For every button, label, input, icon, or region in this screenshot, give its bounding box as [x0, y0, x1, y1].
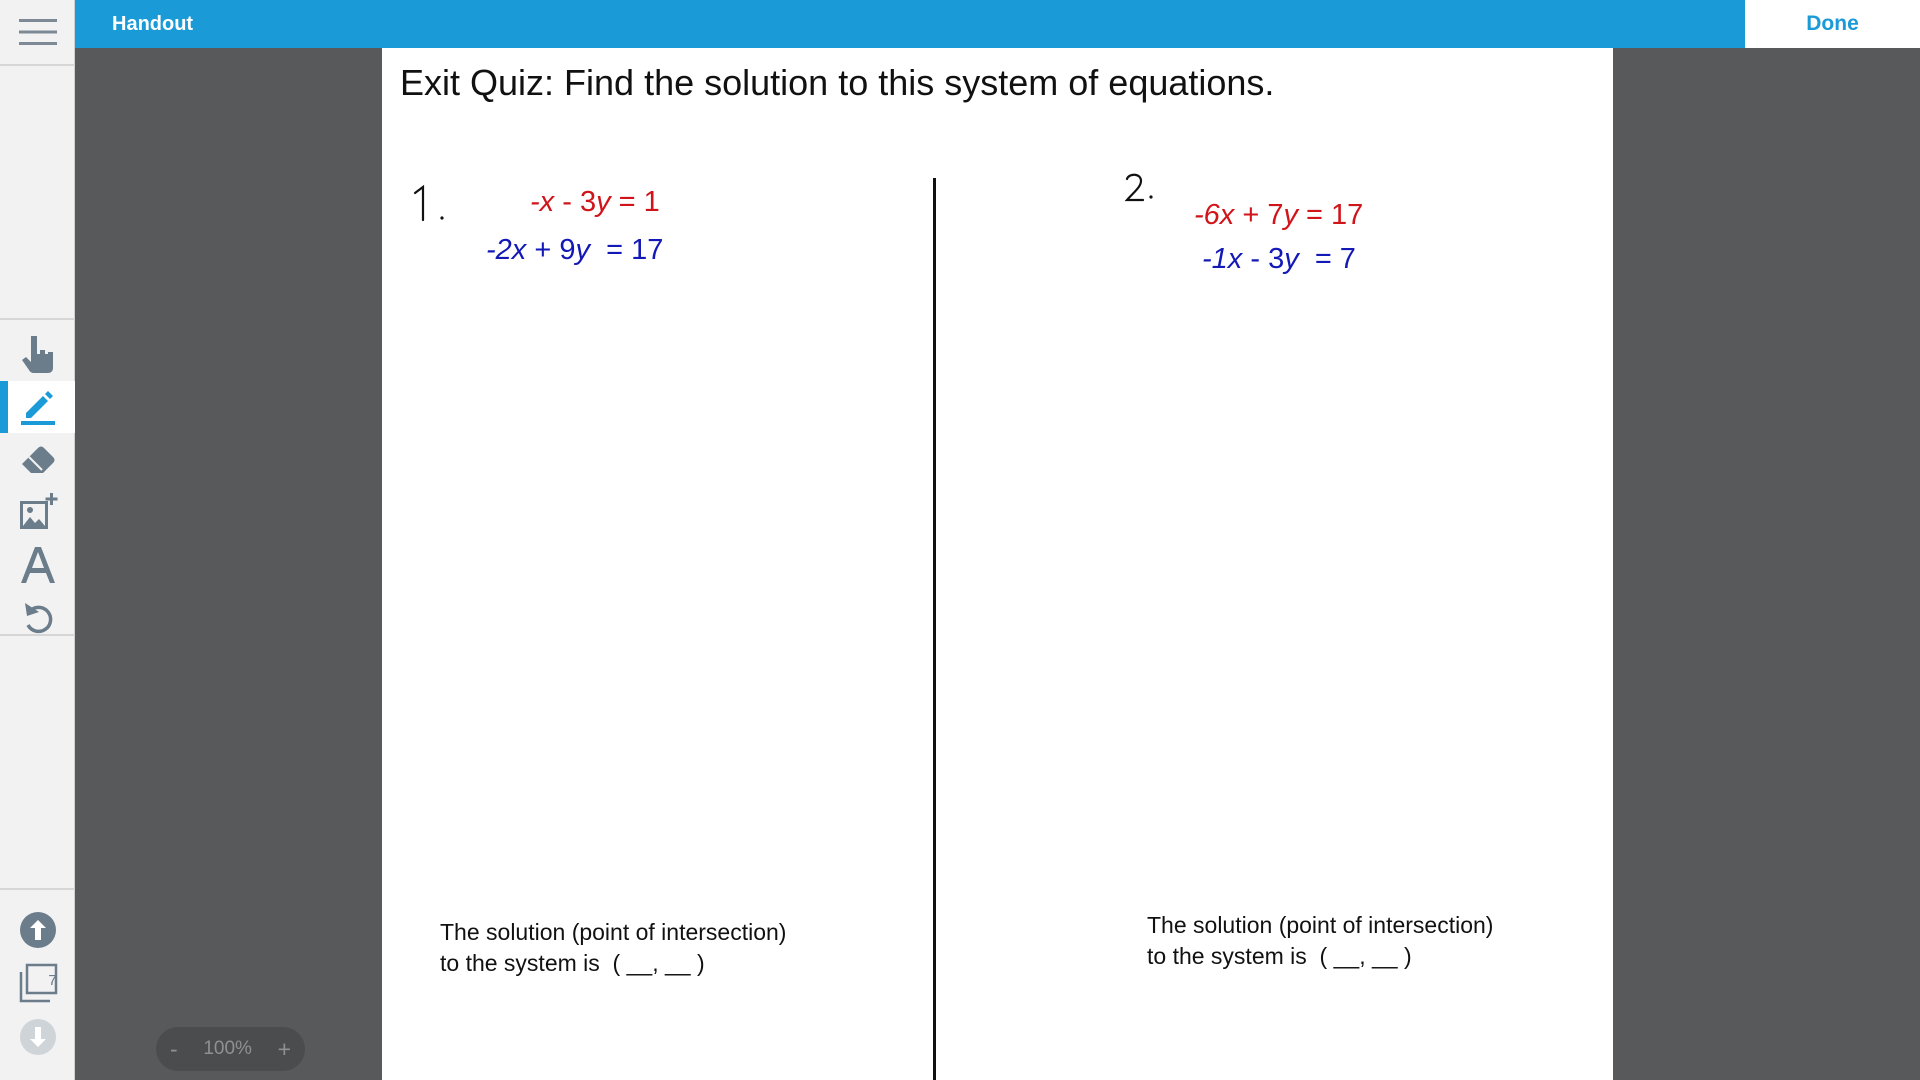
eraser-tool-button[interactable] [0, 433, 75, 485]
arrow-down-circle-icon [19, 1018, 57, 1056]
zoom-out-button[interactable]: - [170, 1035, 178, 1062]
page-count: 7 [48, 972, 57, 989]
tool-group [0, 318, 75, 636]
page-list-button[interactable] [0, 958, 75, 1008]
text-icon [20, 545, 56, 585]
add-image-icon [18, 492, 58, 532]
pen-tool-button[interactable] [0, 381, 75, 433]
zoom-control [156, 1027, 305, 1071]
problem-2-equation-2: -1x - 3y = 7 [1202, 243, 1356, 275]
problem-2-number [1124, 172, 1164, 208]
done-area [1745, 0, 1920, 48]
hamburger-menu-icon [19, 18, 57, 46]
problem-1-number [412, 184, 452, 226]
left-toolbar [0, 0, 75, 1080]
problem-1-solution-text: The solution (point of intersection) to the system is ( __, __ ) [440, 919, 787, 976]
problem-2-solution-text: The solution (point of intersection) to the system is ( __, __ ) [1147, 912, 1494, 969]
handout-title: Handout [112, 13, 194, 35]
previous-page-button[interactable] [0, 905, 75, 955]
zoom-level: 100% [203, 1038, 252, 1059]
undo-icon [21, 599, 55, 635]
hand-tool-button[interactable] [0, 328, 75, 380]
menu-button[interactable] [0, 0, 75, 66]
page-navigation [0, 888, 75, 1080]
arrow-up-circle-icon [19, 911, 57, 949]
add-image-button[interactable] [0, 486, 75, 538]
quiz-title: Exit Quiz: Find the solution to this system of equations. [400, 62, 1275, 103]
problem-2-equation-1: -6x + 7y = 17 [1194, 199, 1364, 231]
top-bar [75, 0, 1745, 48]
next-page-button[interactable] [0, 1012, 75, 1062]
handout-page[interactable] [382, 48, 1613, 1080]
eraser-icon [19, 442, 57, 476]
zoom-in-button[interactable]: + [277, 1035, 291, 1062]
undo-button[interactable] [0, 591, 75, 643]
problem-1-equation-1: -x - 3y = 1 [530, 186, 660, 218]
hand-pointer-icon [20, 334, 56, 374]
problem-1-equation-2: -2x + 9y = 17 [486, 234, 664, 266]
pen-icon [20, 387, 56, 427]
done-button[interactable]: Done [1806, 12, 1859, 35]
text-tool-button[interactable] [0, 539, 75, 591]
column-divider [933, 178, 936, 1080]
